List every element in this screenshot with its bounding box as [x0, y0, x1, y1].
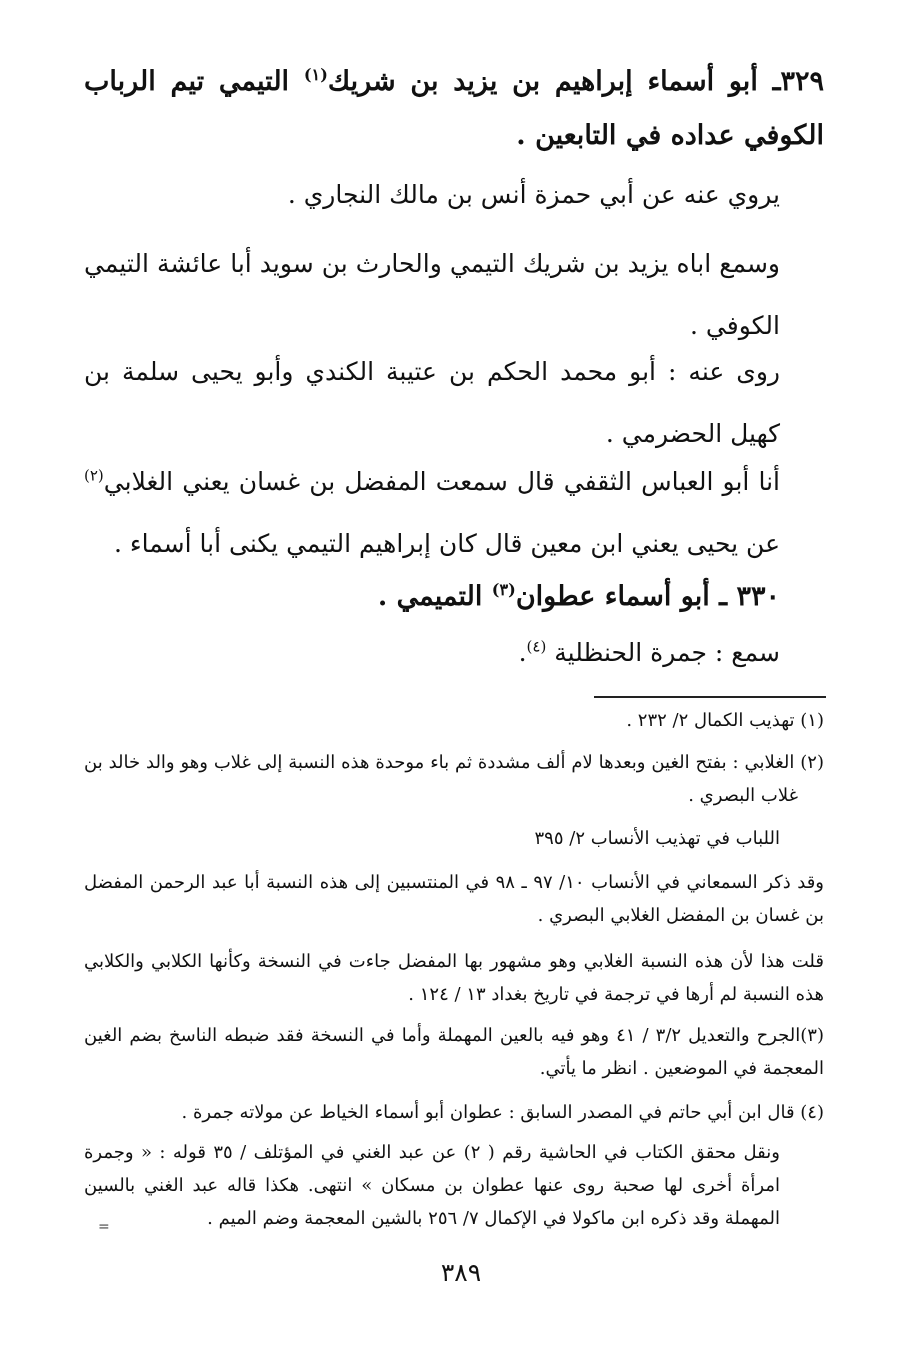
footnote-ref-3[interactable]: (٣)	[491, 580, 516, 599]
continuation-mark: =	[98, 1219, 110, 1235]
entry-330-paragraph-1	[84, 622, 824, 684]
entry-329-number: ٣٢٩	[780, 66, 824, 97]
footnote-2: (٢) الغلابي : بفتح الغين وبعدها لام ألف مشددة ثم باء موحدة هذه النسبة إلى غلاب وهو والد خالد بن غلاب البصري .	[84, 752, 824, 806]
entry-330-title: ـ أبو أسماء عطوان	[515, 581, 737, 612]
footnote-2-source: اللباب في تهذيب الأنساب ٢/ ٣٩٥	[534, 828, 780, 849]
entry-330-title-rest: التميمي .	[377, 581, 492, 612]
entry-329-paragraph-2: وسمع اباه يزيد بن شريك التيمي والحارث بن سويد أبا عائشة التيمي الكوفي .	[84, 249, 780, 340]
footnote-ref-2[interactable]: (٢)	[84, 466, 104, 485]
entry-329-paragraph-4-end: عن يحيى يعني ابن معين قال كان إبراهيم التيمي يكنى أبا أسماء .	[113, 529, 780, 558]
entry-329-paragraph-4-start: أنا أبو العباس الثقفي قال سمعت المفضل بن غسان يعني الغلابي	[103, 467, 780, 496]
footnote-2-note-a: وقد ذكر السمعاني في الأنساب ١٠/ ٩٧ ـ ٩٨ في المنتسبين إلى هذه النسبة أبا عبد الرحمن المفضل بن غسان بن المفضل الغلابي البصري .	[84, 872, 824, 926]
footnote-4-note: ونقل محقق الكتاب في الحاشية رقم ( ٢) عن عبد الغني في المؤتلف / ٣٥ قوله : « وجمرة امرأة أخرى لها صحبة روى عنها عطوان بن مسكان » انتهى. هكذا قاله عبد الغني بالسين المهملة وقد ذكره ابن ماكولا في الإكمال ٧/ ٢٥٦ بالشين المعجمة وضم الميم .	[84, 1142, 780, 1229]
entry-330-heading	[84, 570, 824, 624]
footnote-ref-4[interactable]: (٤)	[526, 637, 547, 656]
entry-329-paragraph-3: روى عنه : أبو محمد الحكم بن عتيبة الكندي وأبو يحيى سلمة بن كهيل الحضرمي .	[84, 357, 780, 448]
footnote-2-note-b: قلت هذا لأن هذه النسبة الغلابي وهو مشهور بها المفضل جاءت في النسخة وكأنها الكلابي والكلابي هذه النسبة لم أرها في ترجمة في تاريخ بغداد ١٣ / ١٢٤ .	[84, 951, 824, 1005]
footnote-1: (١) تهذيب الكمال ٢/ ٢٣٢ .	[626, 710, 824, 731]
page-number: ٣٨٩	[440, 1258, 482, 1287]
entry-329-paragraph-4	[84, 451, 824, 575]
entry-330-number: ٣٣٠	[736, 581, 780, 612]
footnote-divider	[594, 696, 826, 698]
footnote-4: (٤) قال ابن أبي حاتم في المصدر السابق : عطوان أبو أسماء الخياط عن مولاته جمرة .	[181, 1102, 824, 1123]
footnote-ref-1[interactable]: (١)	[303, 65, 328, 84]
entry-330-paragraph-1-end: .	[518, 638, 527, 667]
entry-329-title: ـ أبو أسماء إبراهيم بن يزيد بن شريك	[327, 66, 781, 97]
entry-330-paragraph-1-text: سمع : جمرة الحنظلية	[546, 638, 780, 667]
entry-329-heading	[84, 55, 824, 163]
footnote-3: (٣)الجرح والتعديل ٣/٢ / ٤١ وهو فيه بالعين المهملة وأما في النسخة فقد ضبطه الناسخ بضم الغين المعجمة في الموضعين . انظر ما يأتي.	[84, 1025, 824, 1079]
entry-329-paragraph-1: يروي عنه عن أبي حمزة أنس بن مالك النجاري .	[287, 180, 780, 209]
entry-329-title-rest: التيمي تيم الرباب الكوفي عداده في التابعين .	[84, 66, 824, 151]
